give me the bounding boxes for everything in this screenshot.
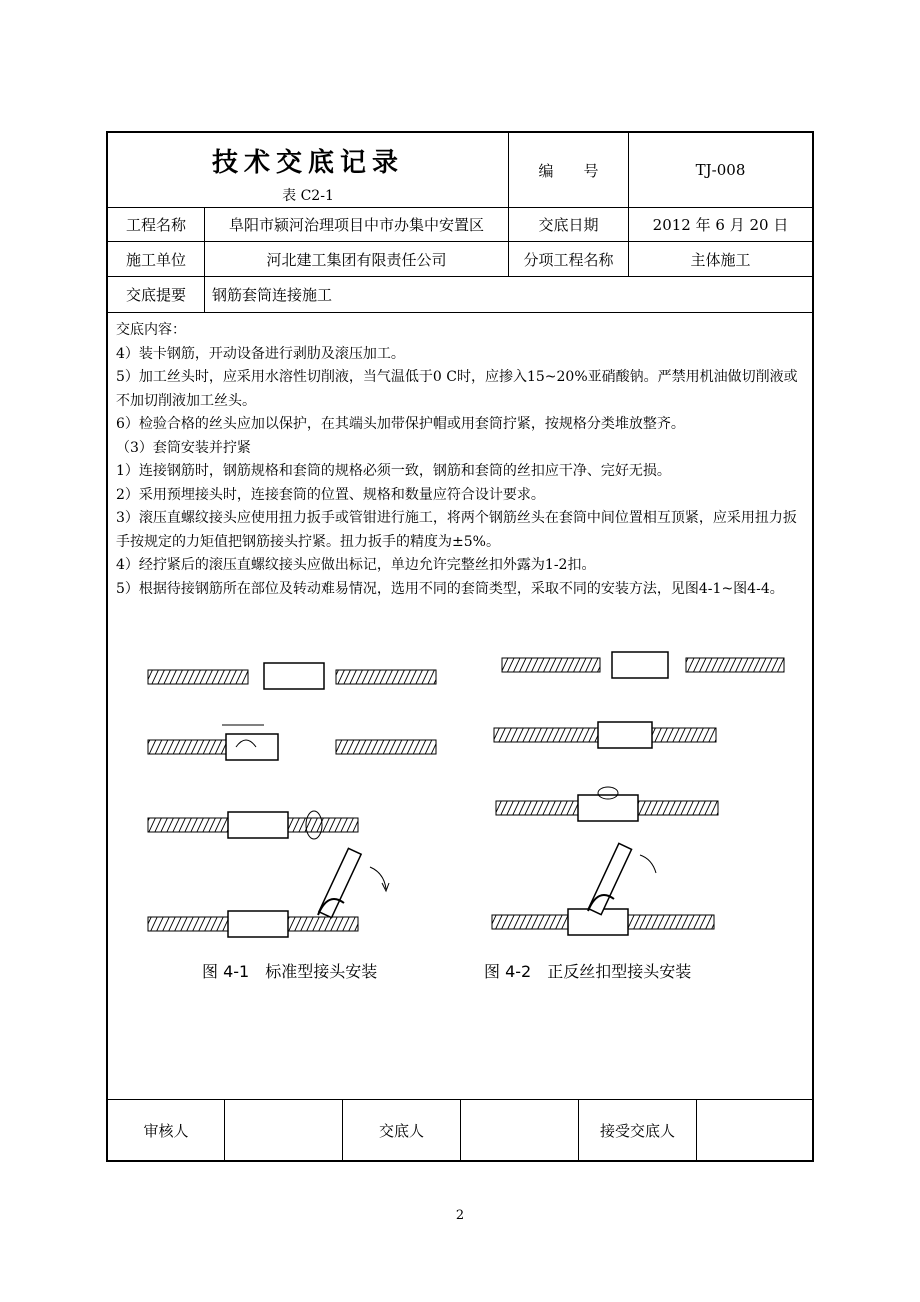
form-title: 技术交底记录	[211, 148, 404, 178]
content-line: 4）经拧紧后的滚压直螺纹接头应做出标记，单边允许完整丝扣外露为1-2扣。	[116, 557, 596, 573]
content-line: 4）装卡钢筋，开动设备进行剥肋及滚压加工。	[116, 345, 405, 362]
content-line: 1）连接钢筋时，钢筋规格和套筒的规格必须一致，钢筋和套筒的丝扣应干净、完好无损。	[116, 463, 671, 479]
sub-project-value: 主体施工	[690, 250, 751, 269]
content-line: 5）根据待接钢筋所在部位及转动难易情况，选用不同的套筒类型，采取不同的安装方法，见图4-1~图4-4。	[116, 580, 784, 597]
project-name-label: 工程名称	[125, 216, 186, 234]
form-code: 表 C2-1	[282, 188, 334, 204]
reviewer-value[interactable]	[225, 1100, 342, 1160]
content-line: 3）滚压直螺纹接头应使用扭力扳手或管钳进行施工，将两个钢筋丝头在套筒中间位置相互顶紧，应采用扭力扳手按规定的力矩值把钢筋接头拧紧。扭力扳手的精度为±5%。	[116, 510, 797, 550]
reverse-thread-joint-illustration	[488, 643, 798, 953]
unit-value: 河北建工集团有限责任公司	[266, 250, 447, 269]
content-line: 6）检验合格的丝头应加以保护，在其端头加带保护帽或用套筒拧紧，按规格分类堆放整齐。	[116, 416, 685, 432]
date-value: 2012 年 6 月 20 日	[652, 216, 789, 234]
figure-caption-4-2: 图 4-2 正反丝扣型接头安装	[484, 962, 692, 981]
reviewer-label: 审核人	[143, 1121, 189, 1140]
receiver-value[interactable]	[697, 1100, 812, 1160]
sub-project-label: 分项工程名称	[523, 250, 614, 269]
content-line: 5）加工丝头时，应采用水溶性切削液，当气温低于0 C时，应掺入15~20%亚硝酸钠。严禁用机油做切削液或不加切削液加工丝头。	[116, 369, 798, 409]
project-name-value: 阜阳市颍河治理项目中市办集中安置区	[228, 216, 484, 234]
page-number: 2	[455, 1208, 465, 1223]
content-heading: 交底内容：	[116, 322, 186, 338]
summary-label: 交底提要	[125, 286, 186, 304]
discloser-value[interactable]	[461, 1100, 578, 1160]
content-line: 2）采用预埋接头时，连接套筒的位置、规格和数量应符合设计要求。	[116, 486, 545, 503]
number-label: 编 号	[538, 161, 599, 180]
disclosure-form	[106, 131, 814, 1162]
figure-caption-4-1: 图 4-1 标准型接头安装	[202, 962, 378, 981]
standard-joint-illustration	[138, 643, 438, 953]
summary-value: 钢筋套筒连接施工	[212, 286, 333, 304]
discloser-label: 交底人	[378, 1121, 424, 1140]
disclosure-content	[116, 319, 806, 601]
row-divider	[108, 312, 812, 313]
content-line: （3）套筒安装并拧紧	[116, 439, 251, 456]
receiver-label: 接受交底人	[599, 1121, 675, 1140]
number-value: TJ-008	[695, 161, 746, 179]
date-label: 交底日期	[538, 216, 599, 234]
unit-label: 施工单位	[125, 250, 186, 269]
